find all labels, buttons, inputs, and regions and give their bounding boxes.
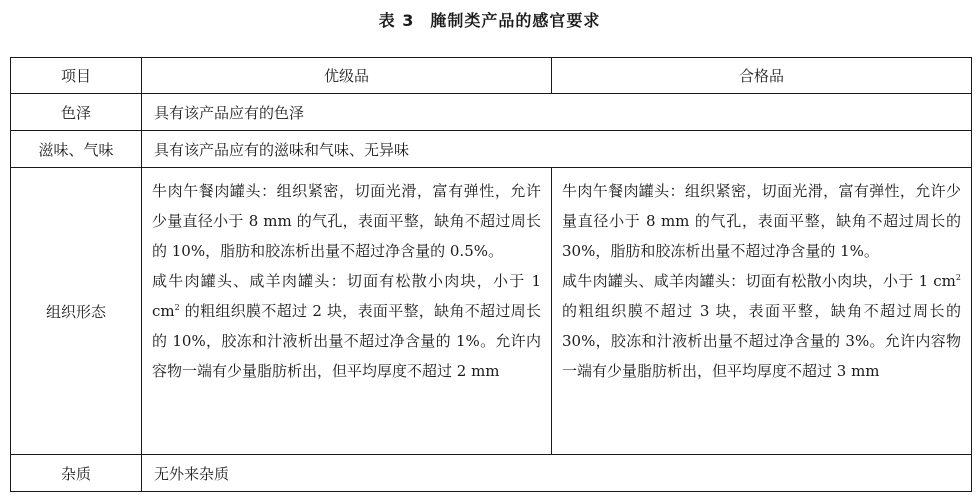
row-flavor-label: 滋味、气味: [11, 131, 142, 168]
premium-salted-part-a: 咸牛肉罐头、咸羊肉罐头：切面有松散小肉块，小于 1 cm: [152, 272, 541, 320]
table-number: 表 3: [378, 11, 415, 30]
row-impurity: [11, 455, 972, 492]
row-color-label: 色泽: [11, 94, 142, 131]
table-title: [0, 8, 979, 31]
row-flavor: [11, 131, 972, 168]
qualified-salted-part-b: 的粗组织膜不超过 3 块，表面平整，缺角不超过周长的 30%，胶冻和汁液析出量不超过净含量的 3%。允许内容物一端有少量脂肪析出，但平均厚度不超过 3 mm: [562, 302, 961, 380]
qualified-superscript: 2: [955, 273, 961, 282]
qualified-salted-text: [562, 266, 961, 386]
header-qualified: 合格品: [552, 58, 972, 94]
premium-salted-text: [152, 266, 541, 386]
header-premium: 优级品: [142, 58, 552, 94]
row-texture: [11, 168, 972, 455]
table-name: 腌制类产品的感官要求: [430, 11, 601, 30]
texture-qualified-cell: [552, 168, 972, 455]
premium-salted-part-b: 的粗组织膜不超过 2 块，表面平整，缺角不超过周长的 10%，胶冻和汁液析出量不超过净含量的 1%。允许内容物一端有少量脂肪析出，但平均厚度不超过 2 mm: [152, 302, 541, 380]
sensory-requirements-table: [10, 57, 972, 492]
header-item: 项目: [11, 58, 142, 94]
qualified-luncheon-text: 牛肉午餐肉罐头：组织紧密，切面光滑，富有弹性，允许少量直径小于 8 mm 的气孔，表面平整，缺角不超过周长的 30%，脂肪和胶冻析出量不超过净含量的 1%。: [562, 182, 961, 260]
row-texture-label: 组织形态: [11, 168, 142, 455]
premium-luncheon-text: 牛肉午餐肉罐头：组织紧密，切面光滑，富有弹性，允许少量直径小于 8 mm 的气孔，表面平整，缺角不超过周长的 10%，脂肪和胶冻析出量不超过净含量的 0.5%。: [152, 182, 541, 260]
row-impurity-text: 无外来杂质: [142, 455, 972, 492]
row-flavor-text: 具有该产品应有的滋味和气味、无异味: [142, 131, 972, 168]
header-row: [11, 58, 972, 94]
qualified-salted-part-a: 咸牛肉罐头、咸羊肉罐头：切面有松散小肉块，小于 1 cm: [562, 272, 956, 290]
row-color-text: 具有该产品应有的色泽: [142, 94, 972, 131]
row-impurity-label: 杂质: [11, 455, 142, 492]
premium-superscript: 2: [174, 303, 180, 312]
row-color: [11, 94, 972, 131]
texture-premium-cell: [142, 168, 552, 455]
